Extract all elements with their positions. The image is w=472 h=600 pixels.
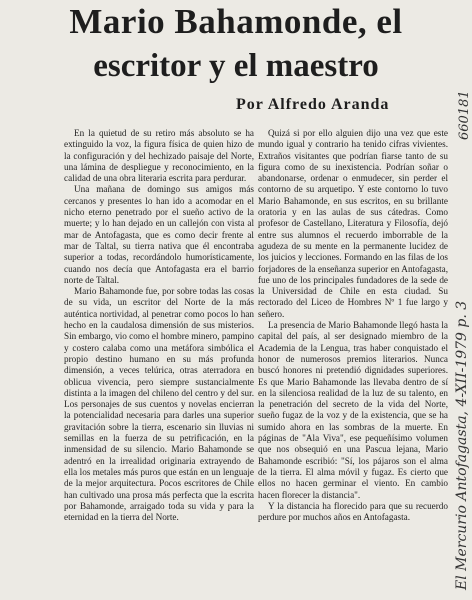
- headline-line-2: escritor y el maestro: [93, 48, 379, 84]
- handwritten-source-note: El Mercurio Antofagasta, 4-XII-1979 p. 3: [454, 300, 470, 590]
- paragraph: En la quietud de su retiro más absoluto se ha extinguido la voz, la figura física de quien hizo de la configuración y del hechizado paisaje del Norte, una lámina de despliegue y reconocimiento, en la calidad de una obra literaria escrita para perdurar.: [64, 128, 254, 184]
- byline: Por Alfredo Aranda: [236, 96, 390, 113]
- left-column: [64, 128, 254, 523]
- paragraph: La presencia de Mario Bahamonde llegó hasta la capital del país, al ser designado miembro de la Academia de la Lengua, tras haber conquistado el honor de numerosos premios literarios. Nunca buscó honores ni pretendió dignidades superiores. Es que Mario Bahamonde las llevaba dentro de sí en la silenciosa realidad de la luz de su talento, en la penetración del secreto de la vida del Norte, sueño fugaz de la voz y de la existencia, que se ha sumido ahora en las sombras de la muerte. En páginas de "Ala Viva", ese pequeñísimo volumen que nos obsequió en una Pascua lejana, Mario Bahamonde escribió: "Sí, los pájaros son el alma de la tierra. El alma móvil y fugaz. Es cierto que ellos no hacen germinar el viento. En cambio hacen florecer la distancia".: [258, 320, 448, 500]
- paragraph: Quizá si por ello alguien dijo una vez que este mundo igual y contrario ha tenido cifras vivientes. Extraños visitantes que podrían fiarse tanto de su figura como de su inexistencia. Podrían soñar o abandonarse, ordenar o enmudecer, sin perder el contorno de su arquetipo. Y este contorno lo tuvo Mario Bahamonde, en sus escritos, en su brillante oratoria y en las aulas de sus cátedras. Como profesor de Castellano, Literatura y Filosofía, dejó entre sus alumnos el recuerdo imborrable de la agudeza de su mente en la permanente lucidez de los juicios y lecciones. Formando en las filas de los forjadores de la enseñanza superior en Antofagasta, fue uno de los principales fundadores de la sede de la Universidad de Chile en esta ciudad. Su rectorado del Liceo de Hombres Nº 1 fue largo y señero.: [258, 128, 448, 319]
- paragraph: Y la distancia ha florecido para que su recuerdo perdure por muchos años en Antofagasta.: [258, 500, 448, 523]
- handwritten-catalog-number: 660181: [457, 90, 472, 140]
- headline-line-1: Mario Bahamonde, el: [69, 2, 403, 41]
- paragraph: Mario Bahamonde fue, por sobre todas las cosas de su vida, un escritor del Norte de la más auténtica nortividad, al penetrar como pocos lo han hecho en la caudalosa dimensión de sus misterios. Sin embargo, vio como el hombre minero, pampino y costero calaba como una metáfora simbólica el propio destino humano en su más profunda dimensión, a veces telúrica, otras aterradora en oblicua vivencia, pero siempre sustancialmente distinta a la imagen del chileno del centro y del sur. Los personajes de sus cuentos y novelas encierran la potencialidad necesaria para darles una superior gravitación sobre la tierra, escenario sin lluvias ni semillas en la fuerza de su petrificación, en la inmensidad de su silencio. Mario Bahamonde se adentró en la irrealidad originaria extrayendo de ella los metales más puros que están en un lenguaje de la mejor arquitectura. Pocos escritores de Chile han cultivado una prosa más perfecta que la escrita por Bahamonde, arraigado toda su vida y para la eternidad en la tierra del Norte.: [64, 286, 254, 523]
- paragraph: Una mañana de domingo sus amigos más cercanos y presentes lo han ido a acomodar en el nicho eterno penetrado por el sueño activo de la muerte; y lo han dejado en un callejón con vista al mar de Antofagasta, que es como decir frente al mar de Taltal, su tierra nativa que él encontraba superior a todas, recordándolo humorísticamente, cuando nos decía que Antofagasta era el barrio norte de Taltal.: [64, 184, 254, 285]
- right-column: [258, 128, 448, 523]
